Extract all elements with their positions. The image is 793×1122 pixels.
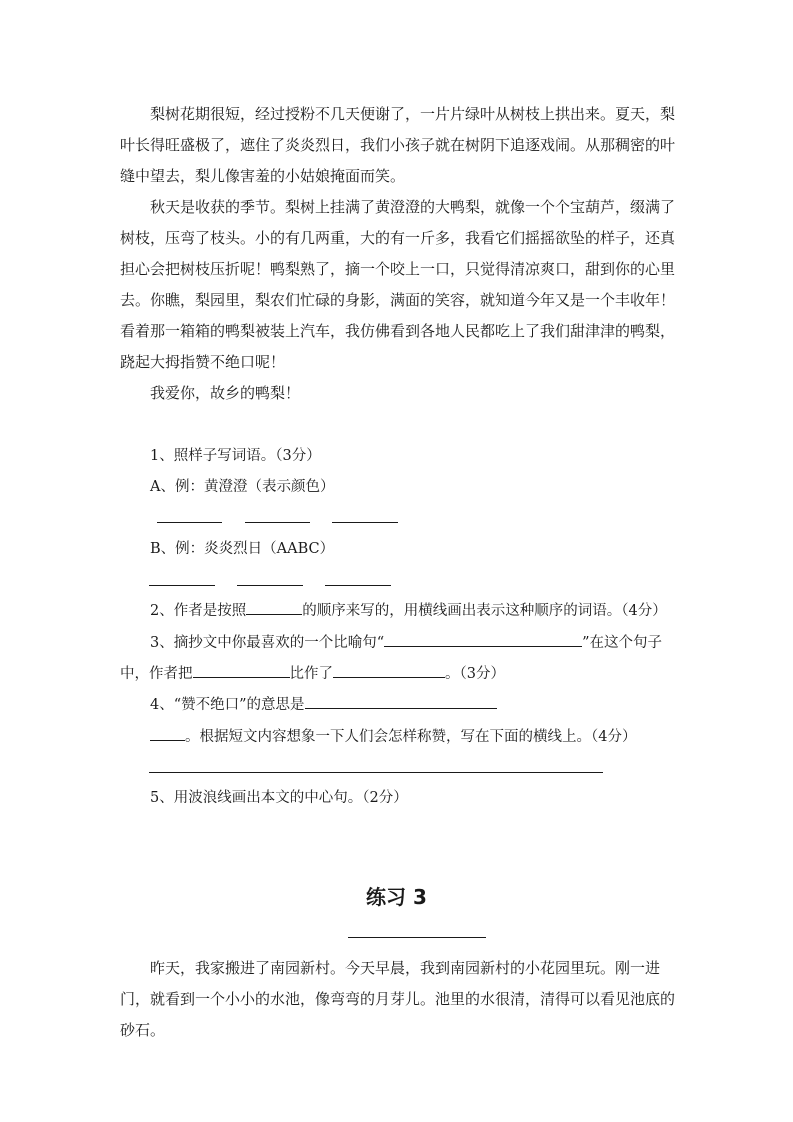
question-3b-text-end: 。（3分）: [445, 666, 505, 682]
question-1a: A、例：黄澄澄（表示颜色）: [150, 479, 335, 495]
question-4: [150, 694, 497, 715]
passage2-paragraph-1: 昨天，我家搬进了南园新村。今天早晨，我到南园新村的小花园里玩。刚一进门，就看到一个小小的水池，像弯弯的月芽儿。池里的水很清，清得可以看见池底的砂石。: [120, 959, 676, 1039]
question-4-continued: [150, 726, 636, 747]
question-3-text-start: 3、摘抄文中你最喜欢的一个比喻句“: [150, 635, 385, 651]
answer-line-1a-1[interactable]: [157, 522, 222, 523]
passage-paragraph-3: 我爱你，故乡的鸭梨！: [150, 384, 301, 402]
question-2: [150, 600, 667, 621]
question-3b-text-start: 中，作者把: [120, 666, 193, 682]
question-3-text-end: ”在这个句子: [582, 635, 663, 651]
question-2-text-end: 的顺序来写的，用横线画出表示这种顺序的词语。（4分）: [302, 603, 667, 619]
question-1b: B、例：炎炎烈日（AABC）: [150, 541, 335, 557]
answer-blank-4-meaning[interactable]: [305, 694, 497, 709]
title-underline: [348, 937, 486, 938]
question-3: [150, 632, 662, 653]
answer-blank-3-sentence[interactable]: [384, 632, 582, 647]
answer-blank-3-subject[interactable]: [193, 663, 290, 678]
answer-line-1a-2[interactable]: [245, 522, 310, 523]
question-4-text-start: 4、“赞不绝口”的意思是: [150, 697, 305, 713]
question-3b-text-mid: 比作了: [289, 666, 333, 682]
answer-line-1b-3[interactable]: [325, 585, 391, 586]
section-title: 练习 3: [366, 885, 427, 909]
answer-line-1b-1[interactable]: [149, 585, 215, 586]
answer-blank-4-end[interactable]: [150, 726, 185, 741]
question-4b-text: 。根据短文内容想象一下人们会怎样称赞，写在下面的横线上。（4分）: [185, 729, 637, 745]
passage-paragraph-2: 秋天是收获的季节。梨树上挂满了黄澄澄的大鸭梨，就像一个个宝葫芦，缀满了树枝，压弯了枝头。小的有几两重，大的有一斤多，我看它们摇摇欲坠的样子，还真担心会把树枝压折呢！鸭梨熟了，摘一个咬上一口，只觉得清凉爽口，甜到你的心里去。你瞧，梨园里，梨农们忙碌的身影，满面的笑容，就知道今年又是一个丰收年！看着那一箱箱的鸭梨被装上汽车，我仿佛看到各地人民都吃上了我们甜津津的鸭梨，跷起大拇指赞不绝口呢！: [120, 198, 676, 371]
answer-blank-2[interactable]: [246, 600, 302, 615]
answer-line-4-praise[interactable]: [149, 772, 603, 773]
answer-line-1a-3[interactable]: [332, 522, 398, 523]
question-2-text-start: 2、作者是按照: [150, 603, 247, 619]
answer-blank-3-object[interactable]: [333, 663, 445, 678]
passage-paragraph-1: 梨树花期很短，经过授粉不几天便谢了，一片片绿叶从树枝上拱出来。夏天，梨叶长得旺盛极了，遮住了炎炎烈日，我们小孩子就在树阴下追逐戏闹。从那稠密的叶缝中望去，梨儿像害羞的小姑娘掩面而笑。: [120, 105, 676, 185]
question-5: 5、用波浪线画出本文的中心句。（2分）: [150, 790, 408, 806]
question-3-continued: [120, 663, 505, 684]
answer-line-1b-2[interactable]: [237, 585, 303, 586]
question-1: 1、照样子写词语。（3分）: [150, 448, 321, 464]
